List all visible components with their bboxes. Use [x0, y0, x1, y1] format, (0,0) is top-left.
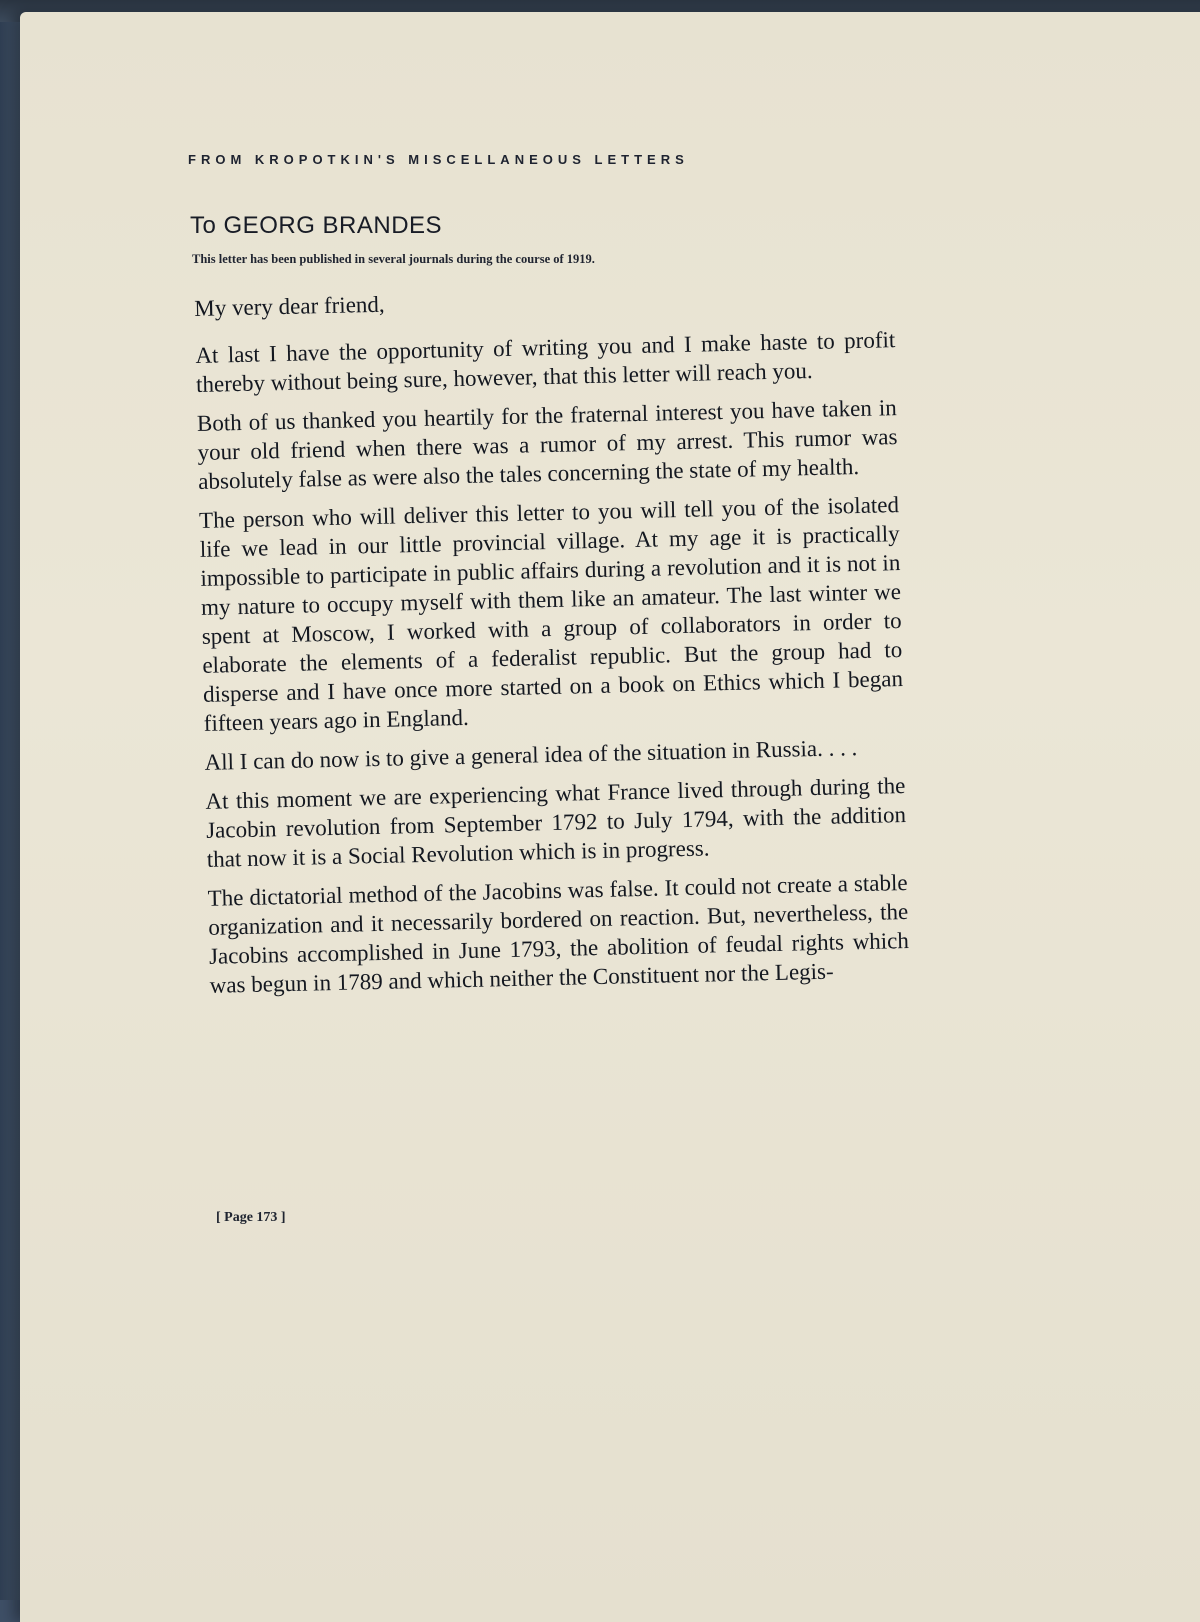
page-number: [ Page 173 ] — [216, 1210, 286, 1225]
paragraph: The dictatorial method of the Jacobins was false. It could not create a stable organization and it necessarily bordered on reaction. But, nevertheless, the Jacobins accomplished in June 1793, the abolition of feudal rights which was begun in 1789 and which neither the Constituent nor the Legis- — [207, 869, 910, 998]
paragraph: At last I have the opportunity of writing you and I make haste to profit thereby without being sure, however, that this letter will reach you. — [195, 327, 896, 397]
paragraph: Both of us thanked you heartily for the fraternal interest you have taken in your old friend when there was a rumor of my arrest. This rumor was absolutely false as were also the tales concerning the state of my health. — [196, 395, 898, 494]
letter-note: This letter has been published in several journals during the course of 1919. — [192, 252, 595, 266]
paragraph: The person who will deliver this letter to you will tell you of the isolated life we lead in our little provincial village. At my age it is practically impossible to participate in public affairs during a revolution and it is not in my nature to occupy myself with them like an amateur. The last winter we spent at Moscow, I worked with a group of collaborators in order to elaborate the elements of a federalist republic. But the group had to disperse and I have once more started on a book on Ethics which I began fifteen years ago in England. — [198, 492, 904, 736]
letter-body — [194, 278, 910, 1010]
salutation: My very dear friend, — [194, 291, 385, 321]
running-head: FROM KROPOTKIN'S MISCELLANEOUS LETTERS — [188, 152, 689, 167]
paragraph: At this moment we are experiencing what France lived through during the Jacobin revolution from September 1792 to July 1794, with the addition that now it is a Social Revolution which is in progress. — [205, 772, 907, 872]
paragraph: All I can do now is to give a general idea of the situation in Russia. . . . — [204, 735, 858, 775]
book-page — [20, 12, 1200, 1622]
letter-title: To GEORG BRANDES — [190, 212, 443, 239]
